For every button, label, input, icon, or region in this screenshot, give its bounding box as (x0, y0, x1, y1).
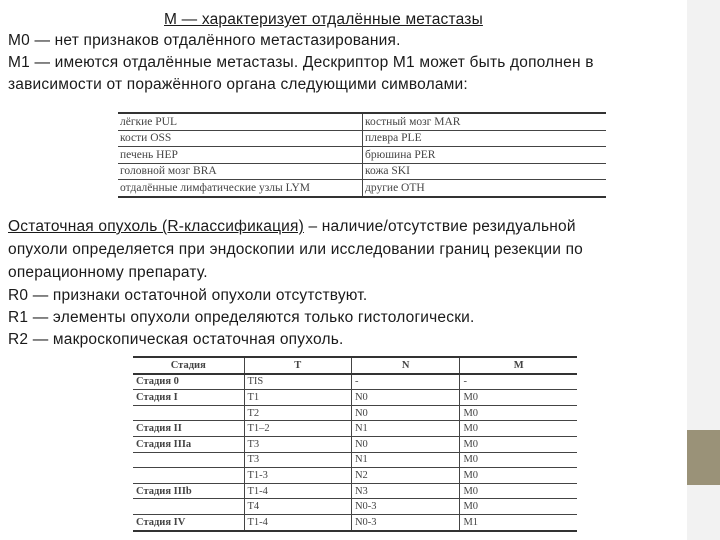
stage-cell: Стадия 0 (133, 374, 244, 390)
n-cell: N0-3 (351, 499, 459, 515)
stage-cell: Стадия IV (133, 514, 244, 530)
m1-text-continued: зависимости от поражённого органа следующими символами: (8, 76, 468, 93)
t-cell: T2 (244, 405, 351, 421)
header-n: N (351, 357, 459, 374)
organ-symbol-right: плевра PLE (363, 130, 607, 147)
m-cell: M0 (460, 483, 577, 499)
m0-text: М0 — нет признаков отдалённого метастазирования. (8, 32, 401, 49)
t-cell: T3 (244, 436, 351, 452)
stage-table-row (133, 374, 577, 390)
organ-table-row (118, 180, 606, 197)
t-cell: TIS (244, 374, 351, 390)
r2-text: R2 — макроскопическая остаточная опухоль. (8, 331, 344, 348)
stage-cell: Стадия I (133, 390, 244, 406)
t-cell: T3 (244, 452, 351, 468)
n-cell: N1 (351, 452, 459, 468)
m1-text: М1 — имеются отдалённые метастазы. Дескриптор М1 может быть дополнен в (8, 54, 594, 71)
m-cell: M0 (460, 468, 577, 484)
header-t: T (244, 357, 351, 374)
t-cell: T1-4 (244, 483, 351, 499)
organ-symbol-right: другие OTH (363, 180, 607, 197)
organ-symbol-left: печень HEP (118, 147, 363, 164)
organ-symbol-right: кожа SKI (363, 163, 607, 180)
n-cell: N0-3 (351, 514, 459, 530)
n-cell: N0 (351, 405, 459, 421)
organ-symbol-left: отдалённые лимфатические узлы LYM (118, 180, 363, 197)
t-cell: T1-4 (244, 514, 351, 530)
m-cell: M0 (460, 499, 577, 515)
slide-accent-band (687, 430, 720, 485)
r1-text: R1 — элементы опухоли определяются только гистологически. (8, 309, 475, 326)
t-cell: T1-3 (244, 468, 351, 484)
stage-table-row (133, 421, 577, 437)
n-cell: N1 (351, 421, 459, 437)
r0-text: R0 — признаки остаточной опухоли отсутствуют. (8, 287, 368, 304)
stage-table-row (133, 499, 577, 515)
stage-table-row (133, 436, 577, 452)
header-stage: Стадия (133, 357, 244, 374)
stage-cell: Стадия IIIb (133, 483, 244, 499)
m-cell: - (460, 374, 577, 390)
residual-tumor-line-3: операционному препарату. (8, 264, 208, 281)
stage-table-row (133, 452, 577, 468)
n-cell: N0 (351, 390, 459, 406)
organ-symbols-table (118, 112, 606, 198)
residual-tumor-title: Остаточная опухоль (R-классификация) (8, 218, 304, 235)
n-cell: - (351, 374, 459, 390)
stage-table-row (133, 483, 577, 499)
stage-cell (133, 468, 244, 484)
stage-cell: Стадия II (133, 421, 244, 437)
section-heading-m: М — характеризует отдалённые метастазы (164, 11, 483, 28)
organ-symbol-left: кости OSS (118, 130, 363, 147)
stage-table-row (133, 405, 577, 421)
header-m: M (460, 357, 577, 374)
t-cell: T1–2 (244, 421, 351, 437)
t-cell: T1 (244, 390, 351, 406)
organ-symbol-left: головной мозг BRA (118, 163, 363, 180)
n-cell: N3 (351, 483, 459, 499)
m-cell: M0 (460, 390, 577, 406)
stage-cell (133, 499, 244, 515)
n-cell: N2 (351, 468, 459, 484)
m-cell: M0 (460, 405, 577, 421)
organ-table-row (118, 113, 606, 130)
stage-cell: Стадия IIIa (133, 436, 244, 452)
organ-symbol-right: брюшина PER (363, 147, 607, 164)
organ-table-row (118, 163, 606, 180)
organ-table-row (118, 147, 606, 164)
m-cell: M0 (460, 452, 577, 468)
stage-table-row (133, 390, 577, 406)
t-cell: T4 (244, 499, 351, 515)
stage-table-row (133, 468, 577, 484)
m-cell: M1 (460, 514, 577, 530)
stage-table (133, 356, 577, 532)
organ-table-row (118, 130, 606, 147)
organ-symbol-right: костный мозг MAR (363, 113, 607, 130)
residual-tumor-definition: – наличие/отсутствие резидуальной (303, 218, 576, 235)
stage-cell (133, 405, 244, 421)
m-cell: M0 (460, 421, 577, 437)
m-cell: M0 (460, 436, 577, 452)
stage-table-header-row (133, 357, 577, 374)
stage-cell (133, 452, 244, 468)
residual-tumor-line-1 (8, 216, 658, 238)
stage-table-row (133, 514, 577, 530)
organ-symbol-left: лёгкие PUL (118, 113, 363, 130)
n-cell: N0 (351, 436, 459, 452)
residual-tumor-line-2: опухоли определяется при эндоскопии или исследовании границ резекции по (8, 241, 583, 258)
